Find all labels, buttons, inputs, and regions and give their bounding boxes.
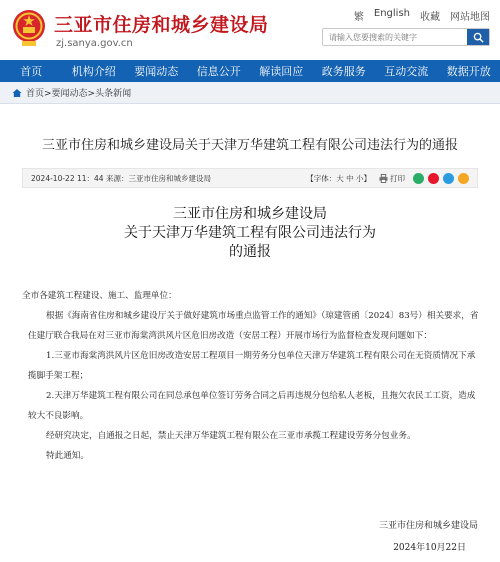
publish-info: 2024-10-22 11：44 来源：三亚市住房和城乡建设局: [31, 173, 211, 183]
article-meta-bar: [22, 168, 478, 188]
article-tools: [306, 173, 469, 184]
search-button[interactable]: [467, 29, 489, 45]
qzone-share-icon[interactable]: [458, 173, 469, 184]
salutation: 全市各建筑工程建设、施工、监理单位：: [22, 291, 177, 301]
paragraph-decision: 经研究决定，自通报之日起，禁止天津万华建筑工程有限公在三亚市承揽工程建设劳务分包业务。: [46, 431, 416, 441]
print-button[interactable]: [379, 173, 405, 184]
search-input[interactable]: [323, 29, 467, 45]
site-title[interactable]: 三亚市住房和城乡建设局: [54, 14, 269, 36]
document-heading-line-1: 三亚市住房和城乡建设局: [173, 206, 327, 222]
breadcrumb-text[interactable]: 首页>要闻动态>头条新闻: [26, 89, 132, 99]
breadcrumb: [0, 82, 500, 104]
font-size-control[interactable]: 【字体：大 中 小】: [306, 173, 371, 183]
paragraph-issue-2: 2.天津万华建筑工程有限公司在同总承包单位签订劳务合同之后再违规分包给私人老板，且拖欠农民工工资，造成较大不良影响。: [28, 391, 476, 421]
home-icon: [12, 88, 22, 98]
document-heading: [0, 205, 500, 262]
search-icon: [473, 32, 484, 43]
nav-item-home[interactable]: 首页: [20, 65, 43, 78]
paragraph-closing: 特此通知。: [46, 451, 89, 461]
signature-date: 2024年10月22日: [393, 543, 466, 553]
bookmark-link[interactable]: 收藏: [420, 12, 440, 23]
site-header: [0, 0, 500, 60]
nav-item-about[interactable]: 机构介绍: [71, 65, 116, 78]
nav-item-interpretation[interactable]: 解读回应: [259, 65, 304, 78]
national-emblem-icon: [12, 8, 46, 48]
nav-item-open-data[interactable]: 数据开放: [446, 65, 491, 78]
document-heading-line-3: 的通报: [229, 244, 271, 260]
share-icons: [413, 173, 469, 184]
nav-item-news[interactable]: 要闻动态: [134, 65, 179, 78]
weibo-share-icon[interactable]: [428, 173, 439, 184]
printer-icon: [379, 174, 388, 183]
article-body: [22, 286, 480, 466]
paragraph-basis: 根据《海南省住房和城乡建设厅关于做好建筑市场重点监管工作的通知》（琼建管函〔2024〕83号）相关要求，省住建厅联合我局在对三亚市海棠湾洪风片区危旧房改造（安居工程）开展市场行为监督检查发现问题如下：: [28, 311, 479, 341]
search-box: [322, 28, 490, 46]
main-nav: [0, 60, 500, 82]
document-heading-line-2: 关于天津万华建筑工程有限公司违法行为: [124, 225, 376, 241]
sitemap-link[interactable]: 网站地图: [450, 12, 490, 23]
wechat-share-icon[interactable]: [413, 173, 424, 184]
site-domain: zj.sanya.gov.cn: [56, 38, 133, 49]
traditional-chinese-link[interactable]: 繁: [353, 12, 364, 23]
nav-item-disclosure[interactable]: 信息公开: [196, 65, 241, 78]
english-link[interactable]: English: [373, 8, 410, 19]
nav-item-interaction[interactable]: 互动交流: [384, 65, 429, 78]
article-title: 三亚市住房和城乡建设局关于天津万华建筑工程有限公司违法行为的通报: [41, 138, 458, 153]
top-links: [354, 8, 490, 23]
nav-item-services[interactable]: 政务服务: [321, 65, 366, 78]
qq-share-icon[interactable]: [443, 173, 454, 184]
paragraph-issue-1: 1.三亚市海棠湾洪风片区危旧房改造安居工程项目一期劳务分包单位天津万华建筑工程有限公司在无资质情况下承揽脚手架工程；: [28, 351, 476, 381]
print-label: 打印: [390, 173, 405, 183]
signature-org: 三亚市住房和城乡建设局: [378, 521, 478, 531]
